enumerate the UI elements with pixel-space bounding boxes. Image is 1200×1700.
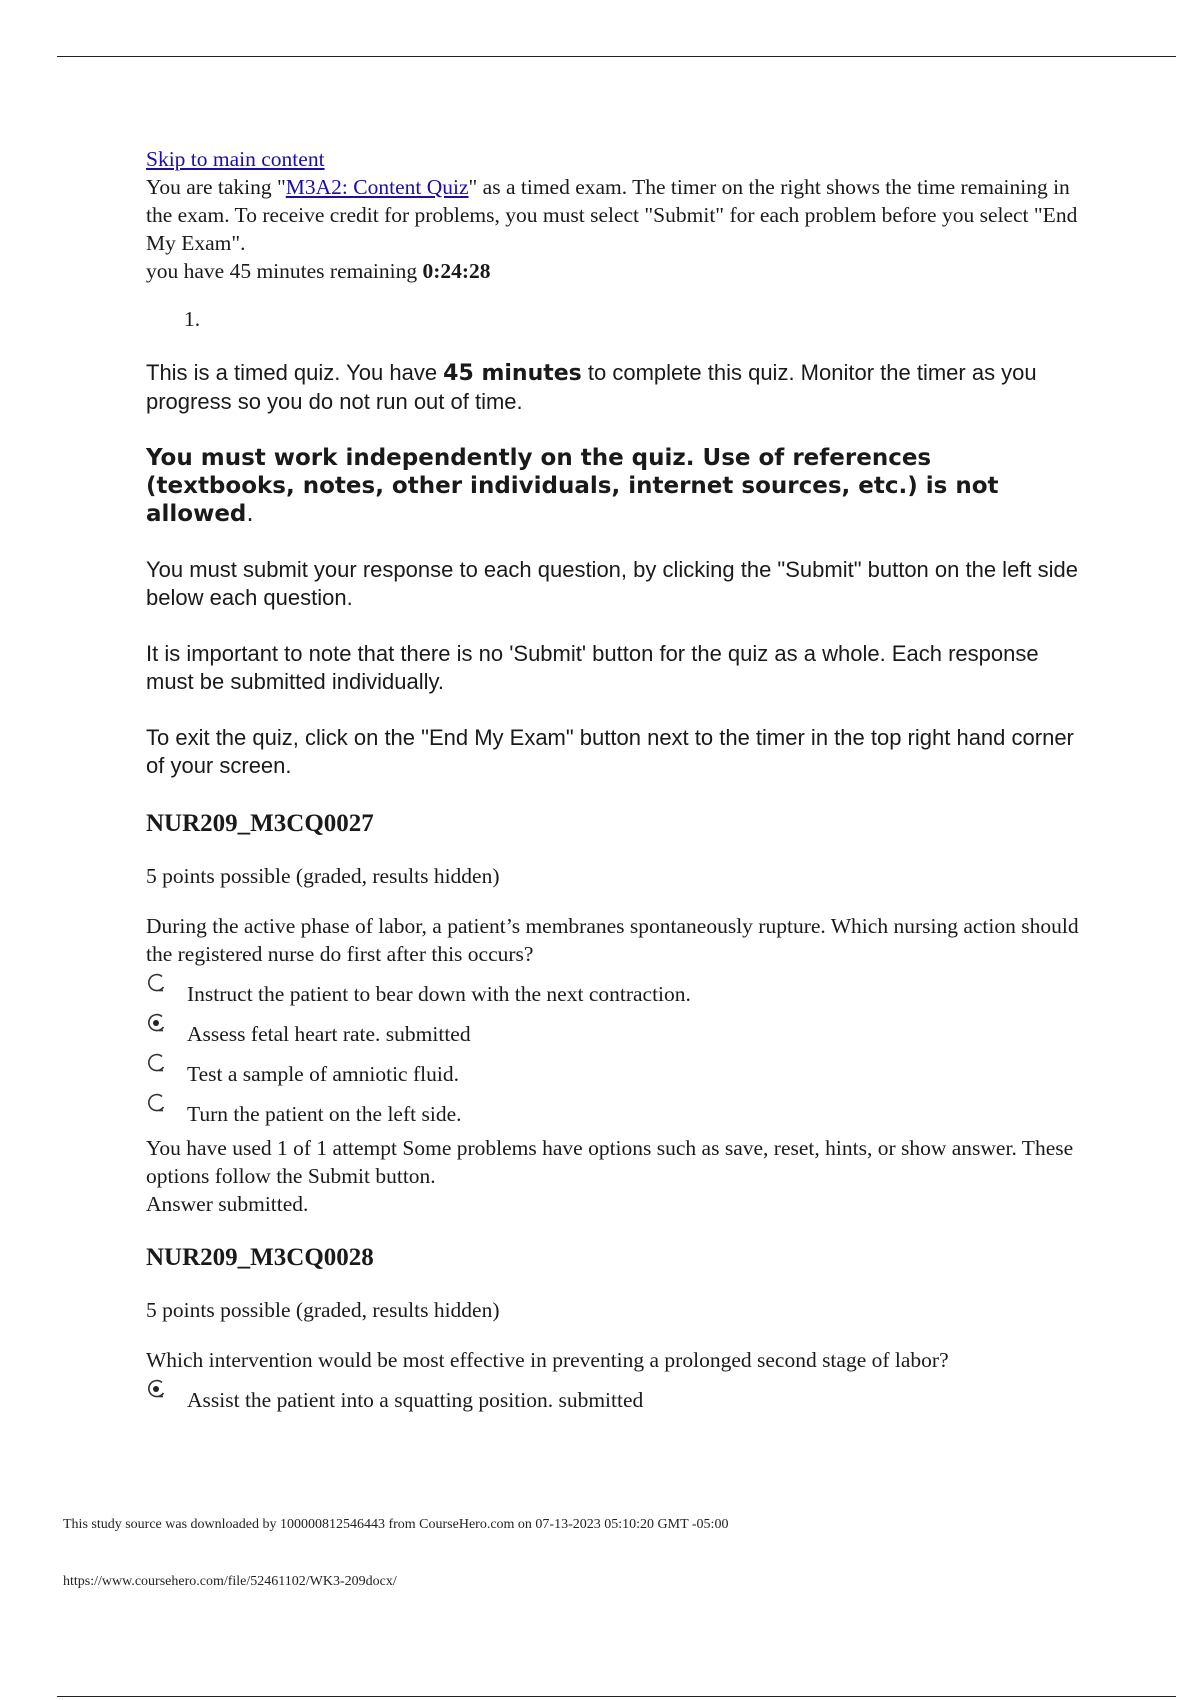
- choice-label: Test a sample of amniotic fluid.: [187, 1062, 459, 1086]
- question-text: Which intervention would be most effective in preventing a prolonged second stage of labor?: [146, 1348, 949, 1372]
- problem-title: NUR209_M3CQ0028: [146, 1244, 374, 1271]
- choice-option[interactable]: [146, 1380, 1086, 1414]
- exam-header: [146, 145, 1086, 285]
- attempts-text: You have used 1 of 1 attempt Some problems have options such as save, reset, hints, or show answer. These options follow the Submit button.: [146, 1136, 1074, 1188]
- points-possible: 5 points possible (graded, results hidden): [146, 864, 500, 888]
- radio-unselected-icon[interactable]: [146, 1092, 168, 1114]
- problem-block: [146, 808, 1086, 1218]
- instruction-no-submit: It is important to note that there is no 'Submit' button for the quiz as a whole. Each response must be submitted individually.: [146, 641, 1039, 694]
- quiz-instructions: [146, 359, 1086, 780]
- choice-option[interactable]: [146, 1094, 1086, 1134]
- instruction-exit: To exit the quiz, click on the "End My Exam" button next to the timer in the top right hand corner of your screen.: [146, 725, 1074, 778]
- radio-selected-icon[interactable]: [146, 1378, 168, 1400]
- independence-warning: You must work independently on the quiz. Use of references (textbooks, notes, other individuals, internet sources, etc.) is not allowed.: [146, 445, 999, 527]
- radio-selected-icon[interactable]: [146, 1012, 168, 1034]
- time-remaining: you have 45 minutes remaining 0:24:28: [146, 259, 491, 283]
- choice-label: Turn the patient on the left side.: [187, 1102, 462, 1126]
- choice-label: Instruct the patient to bear down with the next contraction.: [187, 982, 691, 1006]
- quiz-link[interactable]: M3A2: Content Quiz: [285, 175, 469, 199]
- list-number: 1.: [184, 307, 201, 331]
- timer-value: 0:24:28: [422, 259, 491, 283]
- skip-to-main-link[interactable]: Skip to main content: [146, 147, 325, 171]
- choice-label: Assist the patient into a squatting position. submitted: [187, 1388, 644, 1412]
- source-url[interactable]: https://www.coursehero.com/file/52461102/WK3-209docx/: [63, 1574, 397, 1589]
- choice-option[interactable]: [146, 974, 1086, 1014]
- choice-option[interactable]: [146, 1014, 1086, 1054]
- choice-label: Assess fetal heart rate. submitted: [187, 1022, 471, 1046]
- top-rule: [57, 56, 1176, 57]
- radio-unselected-icon[interactable]: [146, 972, 168, 994]
- radio-unselected-icon[interactable]: [146, 1052, 168, 1074]
- bottom-rule: [57, 1696, 1176, 1697]
- answer-status: Answer submitted.: [146, 1192, 309, 1216]
- page-content: [146, 145, 1086, 1414]
- question-text: During the active phase of labor, a patient’s membranes spontaneously rupture. Which nursing action should the registered nurse do first after this occurs?: [146, 914, 1079, 966]
- instruction-submit: You must submit your response to each question, by clicking the "Submit" button on the left side below each question.: [146, 557, 1079, 610]
- exam-intro: You are taking "M3A2: Content Quiz" as a timed exam. The timer on the right shows the time remaining in the exam. To receive credit for problems, you must select "Submit" for each problem before you select "End My Exam".: [146, 175, 1078, 255]
- submission-status: [146, 1134, 1086, 1218]
- choice-option[interactable]: [146, 1054, 1086, 1094]
- download-notice: This study source was downloaded by 100000812546443 from CourseHero.com on 07-13-2023 05:10:20 GMT -05:00: [63, 1517, 729, 1532]
- instruction-timer: This is a timed quiz. You have 45 minutes to complete this quiz. Monitor the timer as you progress so you do not run out of time.: [146, 360, 1037, 414]
- points-possible: 5 points possible (graded, results hidden): [146, 1298, 500, 1322]
- problem-title: NUR209_M3CQ0027: [146, 810, 374, 837]
- problem-block: [146, 1242, 1086, 1414]
